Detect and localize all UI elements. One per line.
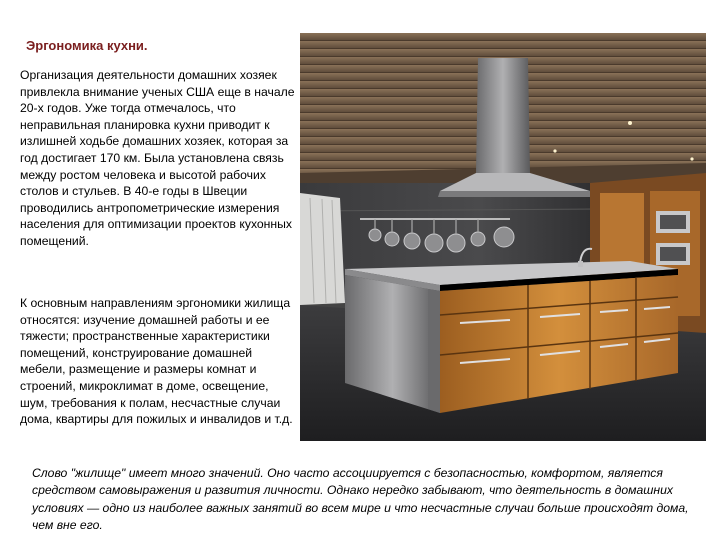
ergonomics-directions-paragraph: К основным направлениям эргономики жилища относятся: изучение домашней работы и ее тяжести; пространственные характеристики помещений, конструирование домашней мебели, размещение и размеры комнат и строений, микроклимат в доме, освещение, шум, требования к полам, несчастные случаи дома, квартиры для пожилых и инвалидов и т.д. (20, 296, 293, 427)
kitchen-illustration (300, 33, 706, 441)
range-hood (476, 58, 530, 173)
slide-title: Эргономика кухни. (26, 38, 148, 53)
footer-quote: Слово "жилище" имеет много значений. Оно часто ассоциируется с безопасностью, комфортом, является средством самовыражения и развития личности. Однако нередко забывают, что деятельность в домашних условиях — одно из наиболее важных занятий во всем мире и что несчастные случаи больше происходят дома, чем вне его. (32, 466, 689, 533)
kitchen-photo (300, 33, 706, 441)
intro-paragraph: Организация деятельности домашних хозяек привлекла внимание ученых США еще в начале 20-х годов. Уже тогда отмечалось, что неправильная планировка кухни приводит к излишней ходьбе домашних хозяек, которая за год достигает 170 км. Была установлена связь между ростом человека и высотой рабочих столов и стульев. В 40-е годы в Швеции проводились антропометрические измерения населения для оптимизации проектов кухонных помещений. (20, 68, 295, 248)
